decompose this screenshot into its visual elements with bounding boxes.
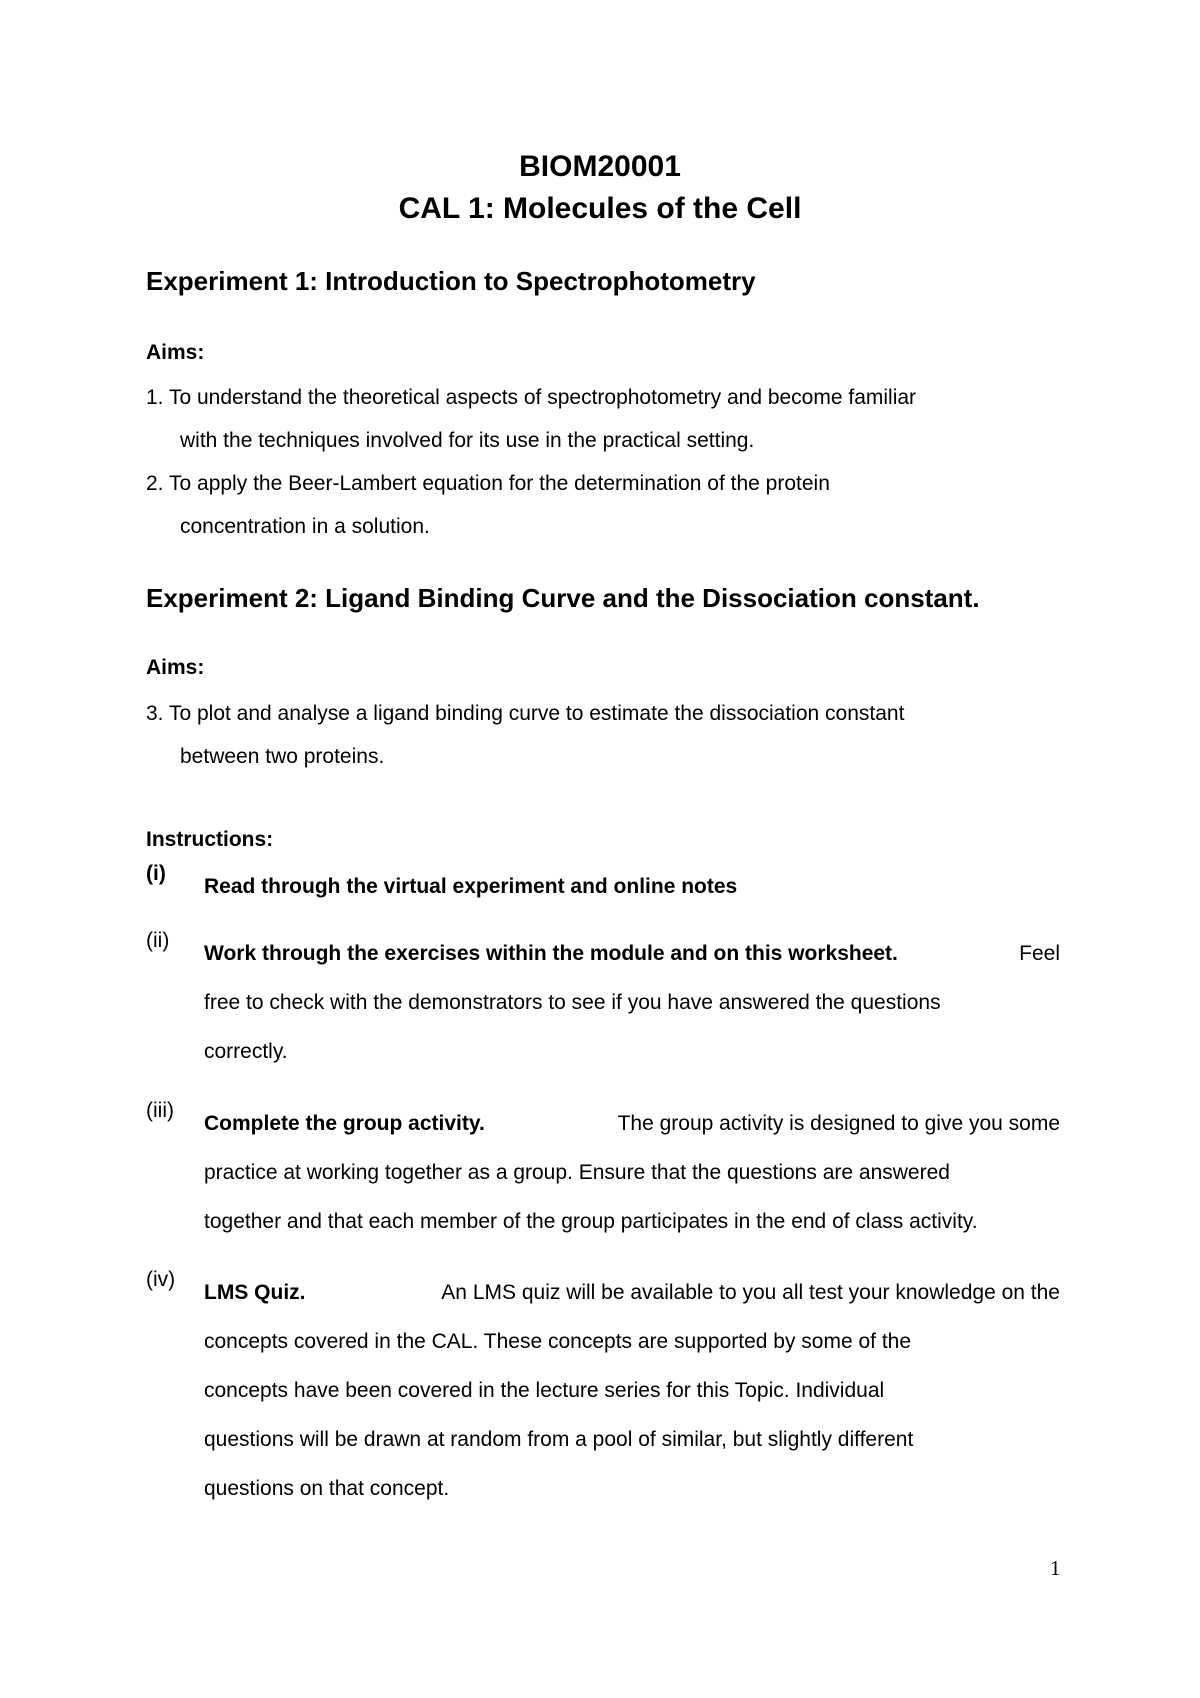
aim-3 bbox=[146, 692, 1060, 778]
instruction-numeral: (ii) bbox=[146, 929, 170, 952]
aim-2-word: To bbox=[168, 472, 192, 495]
aim-2-word: equation bbox=[422, 472, 503, 495]
aim-2-word: the bbox=[253, 472, 283, 495]
aim-1-line-2: with the techniques involved for its use in the practical setting. bbox=[180, 429, 755, 452]
instruction-bold-text: Complete the group activity. bbox=[204, 1112, 485, 1135]
experiment-1-aims-label: Aims: bbox=[146, 341, 205, 364]
instruction-line-rest: An LMS quiz will be available to you all test your knowledge on the bbox=[441, 1281, 1060, 1304]
instruction-body bbox=[204, 929, 1060, 1076]
instruction-line bbox=[204, 929, 1060, 978]
aim-2-word: 2. bbox=[146, 472, 164, 495]
instruction-body bbox=[204, 1099, 1060, 1246]
instruction-line: questions on that concept. bbox=[204, 1477, 450, 1500]
instruction-line: free to check with the demonstrators to see if you have answered the questions bbox=[204, 991, 941, 1014]
aim-1-line-1: 1. To understand the theoretical aspects of spectrophotometry and become familiar bbox=[146, 386, 917, 409]
instruction-bold-text: Work through the exercises within the module and on this worksheet. bbox=[204, 942, 898, 965]
page-number: 1 bbox=[1050, 1556, 1061, 1580]
instruction-line: correctly. bbox=[204, 1040, 288, 1063]
instruction-bold-text: Read through the virtual experiment and online notes bbox=[204, 875, 738, 898]
course-code: BIOM20001 bbox=[519, 150, 681, 183]
aim-1 bbox=[146, 376, 1060, 462]
instruction-numeral: (iii) bbox=[146, 1099, 174, 1122]
instruction-line-rest: The group activity is designed to give you some bbox=[617, 1112, 1060, 1135]
instruction-bold-text: LMS Quiz. bbox=[204, 1281, 306, 1304]
instruction-line: questions will be drawn at random from a pool of similar, but slightly different bbox=[204, 1428, 914, 1451]
instruction-line: practice at working together as a group. Ensure that the questions are answered bbox=[204, 1161, 950, 1184]
aim-2-word: of bbox=[707, 472, 725, 495]
experiment-2-aims-label: Aims: bbox=[146, 656, 205, 679]
aim-2-line-2: concentration in a solution. bbox=[180, 515, 430, 538]
aim-2-word: Beer-Lambert bbox=[288, 472, 417, 495]
instruction-line: concepts have been covered in the lecture series for this Topic. Individual bbox=[204, 1379, 885, 1402]
instruction-numeral: (iv) bbox=[146, 1268, 176, 1291]
instruction-line-rest: Feel bbox=[1019, 942, 1060, 965]
aim-2-line-1 bbox=[146, 462, 1060, 505]
aim-2-word: for bbox=[508, 472, 534, 495]
instruction-line: together and that each member of the group participates in the end of class activity. bbox=[204, 1210, 978, 1233]
experiment-2-heading: Experiment 2: Ligand Binding Curve and the Dissociation constant. bbox=[146, 583, 980, 613]
aim-3-line-1: 3. To plot and analyse a ligand binding curve to estimate the dissociation constant bbox=[146, 702, 905, 725]
aim-2-word: protein bbox=[765, 472, 830, 495]
experiment-1-heading: Experiment 1: Introduction to Spectrophotometry bbox=[146, 266, 756, 296]
instruction-body bbox=[204, 862, 1060, 911]
instruction-line bbox=[204, 1268, 1060, 1317]
instruction-line: concepts covered in the CAL. These concepts are supported by some of the bbox=[204, 1330, 912, 1353]
cal-title: CAL 1: Molecules of the Cell bbox=[398, 192, 802, 225]
aim-2-word: determination bbox=[574, 472, 702, 495]
aim-2-word: apply bbox=[197, 472, 248, 495]
aim-2 bbox=[146, 462, 1060, 548]
aim-2-word: the bbox=[539, 472, 569, 495]
instruction-body bbox=[204, 1268, 1060, 1513]
instruction-line bbox=[204, 1099, 1060, 1148]
aim-3-line-2: between two proteins. bbox=[180, 745, 385, 768]
instruction-numeral: (i) bbox=[146, 862, 166, 885]
aim-2-word: the bbox=[730, 472, 760, 495]
instructions-label: Instructions: bbox=[146, 828, 274, 851]
